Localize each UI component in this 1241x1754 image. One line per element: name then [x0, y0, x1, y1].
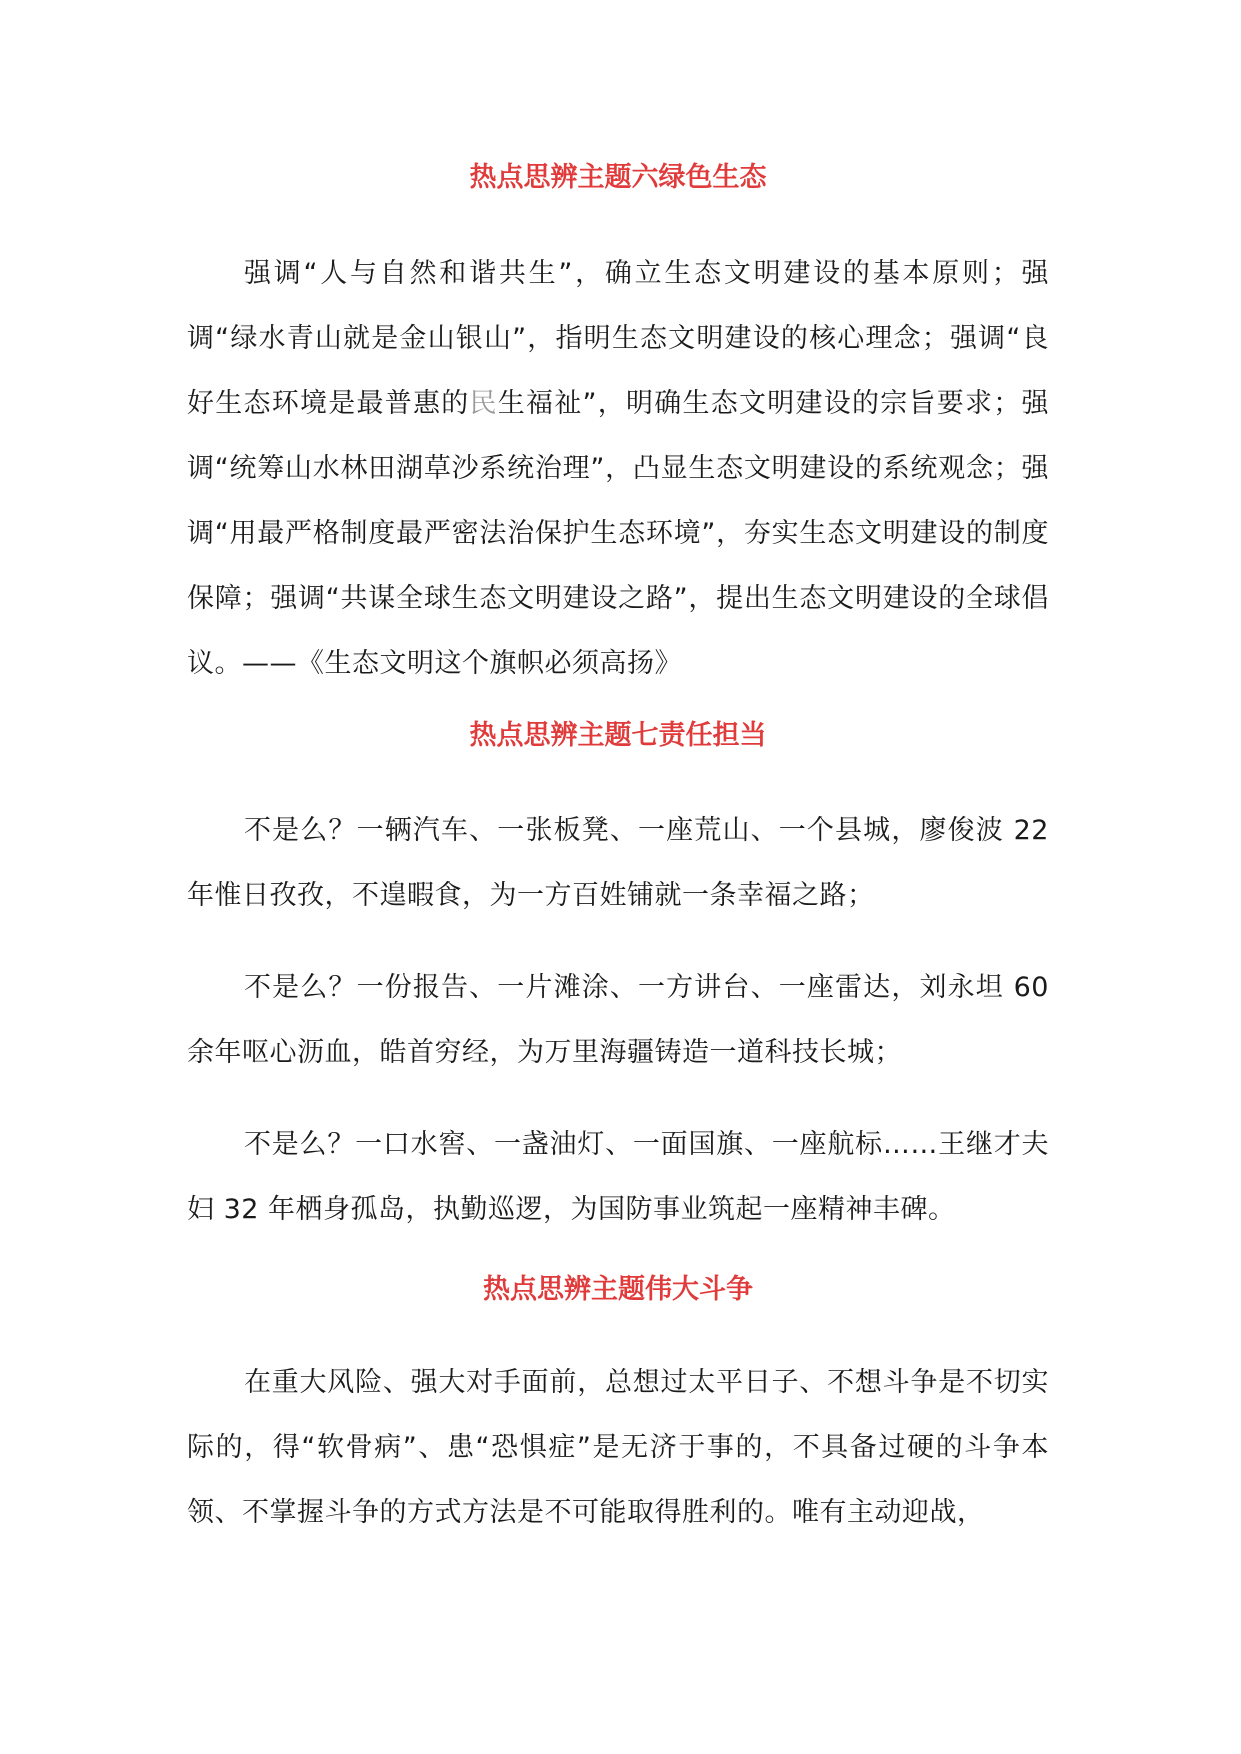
- paragraph-text: 生福祉”，明确生态文明建设的宗旨要求；强调“统筹山水林田湖草沙系统治理”，凸显生态文明建设的系统观念；强调“用最严格制度最严密法治保护生态环境”，夯实生态文明建设的制度保障；强调“共谋全球生态文明建设之路”，提出生态文明建设的全球倡议。——《生态文明这个旗帜必须高扬》: [187, 388, 1049, 679]
- faded-character: 民: [469, 388, 498, 419]
- paragraph-liao-junbo: 不是么？一辆汽车、一张板凳、一座荒山、一个县城，廖俊波 22 年惟日孜孜，不遑暇食，为一方百姓铺就一条幸福之路；: [187, 815, 1049, 911]
- section-heading-responsibility: 热点思辨主题七责任担当: [469, 720, 767, 751]
- paragraph-great-struggle: 在重大风险、强大对手面前，总想过太平日子、不想斗争是不切实际的，得“软骨病”、患“恐惧症”是无济于事的，不具备过硬的斗争本领、不掌握斗争的方式方法是不可能取得胜利的。唯有主动迎战，: [187, 1367, 1049, 1528]
- paragraph-wang-jicai: 不是么？一口水窖、一盏油灯、一面国旗、一座航标……王继才夫妇 32 年栖身孤岛，执勤巡逻，为国防事业筑起一座精神丰碑。: [187, 1129, 1049, 1225]
- section-heading-great-struggle: 热点思辨主题伟大斗争: [483, 1274, 753, 1305]
- paragraph-liu-yongtan: 不是么？一份报告、一片滩涂、一方讲台、一座雷达，刘永坦 60 余年呕心沥血，皓首穷经，为万里海疆铸造一道科技长城；: [187, 972, 1049, 1068]
- paragraph-text: 强调“人与自然和谐共生”，确立生态文明建设的基本原则；强调“绿水青山就是金山银山”，指明生态文明建设的核心理念；强调“良好生态环境是最普惠的: [187, 258, 1049, 419]
- document-content: [187, 158, 1049, 1545]
- section-heading-green-ecology: 热点思辨主题六绿色生态: [469, 162, 767, 193]
- paragraph-green-ecology: [187, 241, 1049, 696]
